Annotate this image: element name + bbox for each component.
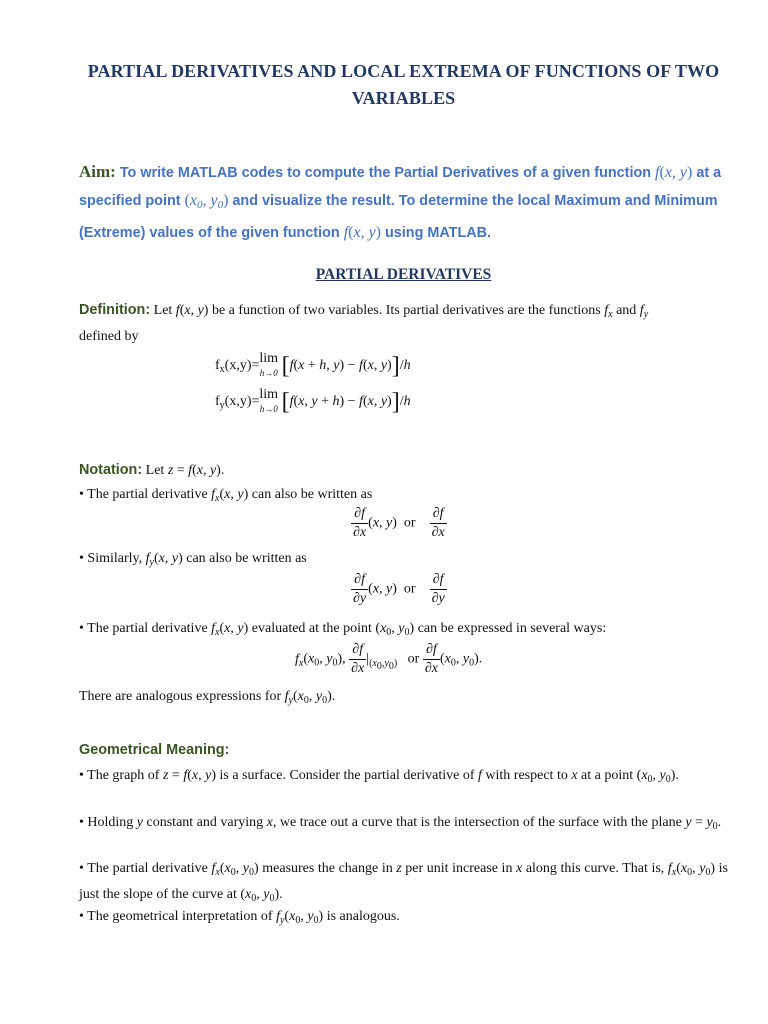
math-fxy: f(x, y)	[343, 224, 381, 241]
math-fxy: f(x, y)	[655, 164, 693, 181]
partial-at-point-notation: $f_x(x_0$, $y_0$), $\frac{\partial f}{\partial x}$ $|_{(x_0,y_0)}$ or $\frac{\partial f}{\partial x}$ ($x_0$, $y_0$).	[295, 642, 483, 676]
math-point: ($x_0$, $y_0$)	[184, 192, 229, 211]
definition-label: Definition:	[79, 302, 151, 318]
fx-limit-formula: $f_x(x,y)=$ lim h→0 [f(x + h, y) − f(x, y)]/h	[215, 351, 411, 380]
definition-text-3: defined by	[79, 329, 139, 344]
aim-text-1: To write MATLAB codes to compute the Partial Derivatives of a given function	[115, 165, 656, 181]
analogous-paragraph: There are analogous expressions for $f_y(x_0$, $y_0$).	[79, 689, 336, 706]
aim-paragraph	[79, 158, 728, 247]
fy-limit-formula: $f_y(x,y)=$ lim h→0 [f(x, y + h) − f(x, y)]/h	[215, 387, 411, 416]
bullet-notation-2: • Similarly, $f_y(x$, y) can also be written as	[79, 551, 307, 568]
partial-y-notation: $\frac{\partial f}{\partial y}$ (x, y) or $\frac{\partial f}{\partial y}$	[353, 572, 445, 606]
notation-label: Notation:	[79, 462, 143, 478]
bullet-notation-3: • The partial derivative $f_x(x$, y) evaluated at the point ($x_0$, $y_0$) can be expressed in several ways:	[79, 621, 607, 638]
geom-bullet-1: • The graph of z = f(x, y) is a surface. Consider the partial derivative of f with respect to x at a point ($x_0$, $y_0$).	[79, 768, 679, 785]
aim-text-4: using MATLAB.	[381, 225, 492, 241]
geom-bullet-4: • The geometrical interpretation of $f_y(x_0$, $y_0$) is analogous.	[79, 909, 400, 926]
aim-text-3: and visualize the result. To determine the local Maximum and Minimum (Extreme) values of the given function	[79, 193, 718, 241]
geom-bullet-3: • The partial derivative $f_x(x_0$, $y_0$) measures the change in z per unit increase in x along this curve. That is, $f_x(x_0$, $y_0$) is just the slope of the curve at ($x_0$, $y_0$).	[79, 861, 728, 904]
geometrical-meaning-heading: Geometrical Meaning:	[79, 742, 230, 758]
aim-label: Aim:	[79, 162, 116, 181]
notation-paragraph: Notation: Let z = f(x, y).	[79, 462, 225, 478]
section-title: PARTIAL DERIVATIVES	[315, 266, 492, 283]
partial-x-notation: $\frac{\partial f}{\partial x}$ (x, y) or $\frac{\partial f}{\partial x}$	[353, 506, 445, 540]
document-title: PARTIAL DERIVATIVES AND LOCAL EXTREMA OF FUNCTIONS OF TWO VARIABLES	[87, 61, 720, 108]
bullet-notation-1: • The partial derivative $f_x(x$, y) can also be written as	[79, 487, 373, 504]
aim-text-2: at a specified point	[79, 165, 722, 209]
geom-bullet-2: • Holding y constant and varying x, we trace out a curve that is the intersection of the surface with the plane $y = y_0$.	[79, 815, 722, 832]
definition-paragraph: Definition: Let f(x, y) be a function of two variables. Its partial derivatives are the functions $f_x$ and $f_y$ defined by	[79, 302, 649, 344]
